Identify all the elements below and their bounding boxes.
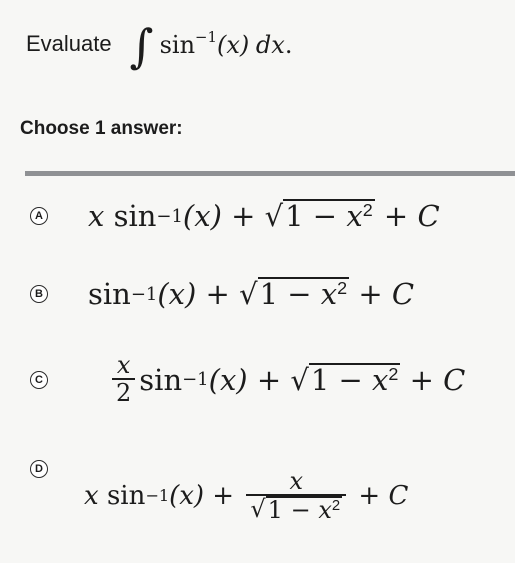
question-lead: Evaluate [26,31,112,56]
option-d-expression: x sin −1 (x) + x √ $1 - x^2$ + C [84,467,409,525]
radio-c[interactable]: C [30,371,48,389]
divider [25,171,515,176]
answer-option-a[interactable] [30,199,440,233]
question-expression: $\sin^{-1}(x)$ dx. [159,27,293,60]
integral-sign: ∫ [129,19,154,73]
radio-b[interactable]: B [30,285,48,303]
option-b-expression: sin −1 (x) + √ $1 - x^2$ + C [88,277,415,311]
option-a-expression: x sin −1 (x) + √ $1 - x^2$ + C [88,199,440,233]
radio-a[interactable]: A [30,207,48,225]
option-c-expression: $\frac{x}{2}$ sin −1 (x) + √ $1 - x^2$ + C [108,352,465,408]
answer-option-b[interactable] [30,277,414,311]
question [26,14,292,74]
radio-d[interactable]: D [30,460,48,478]
answer-option-c[interactable] [30,352,465,408]
choose-answer-prompt: Choose 1 answer: [20,118,183,139]
answer-option-d[interactable] [30,462,408,524]
